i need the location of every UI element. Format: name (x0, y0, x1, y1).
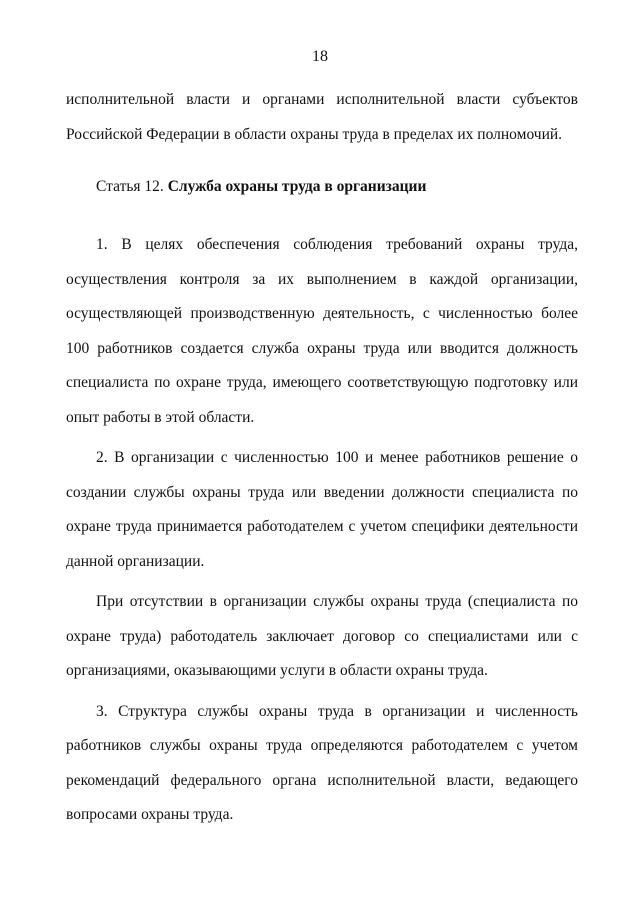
paragraph-2: 2. В организации с численностью 100 и менее работников решение о создании службы охраны труда или введении должности специалиста по охране труда принимается работодателем с учетом специфики деятельности данной организации. (66, 449, 578, 570)
article-label: Статья 12. (96, 178, 164, 195)
article-body (66, 228, 578, 837)
paragraph-2-addendum: При отсутствии в организации службы охраны труда (специалиста по охране труда) работодатель заключает договор со специалистами или с организациями, оказывающими услуги в области охраны труда. (66, 593, 578, 679)
continuation-paragraph: исполнительной власти и органами исполнительной власти субъектов Российской Федерации в области охраны труда в пределах их полномочий. (66, 91, 578, 143)
paragraph-3: 3. Структура службы охраны труда в организации и численность работников службы охраны труда определяются работодателем с учетом рекомендаций федерального органа исполнительной власти, ведающего вопросами охраны труда. (66, 702, 578, 823)
continuation-block (66, 83, 578, 152)
article-title: Служба охраны труда в организации (167, 178, 427, 195)
article-heading (96, 173, 426, 201)
paragraph-1: 1. В целях обеспечения соблюдения требований охраны труда, осуществления контроля за их выполнением в каждой организации, осуществляющей производственную деятельность, с численностью более 100 работников создается служба охраны труда или вводится должность специалиста по охране труда, имеющего соответствующую подготовку или опыт работы в этой области. (66, 236, 578, 426)
page-number: 18 (312, 48, 328, 65)
